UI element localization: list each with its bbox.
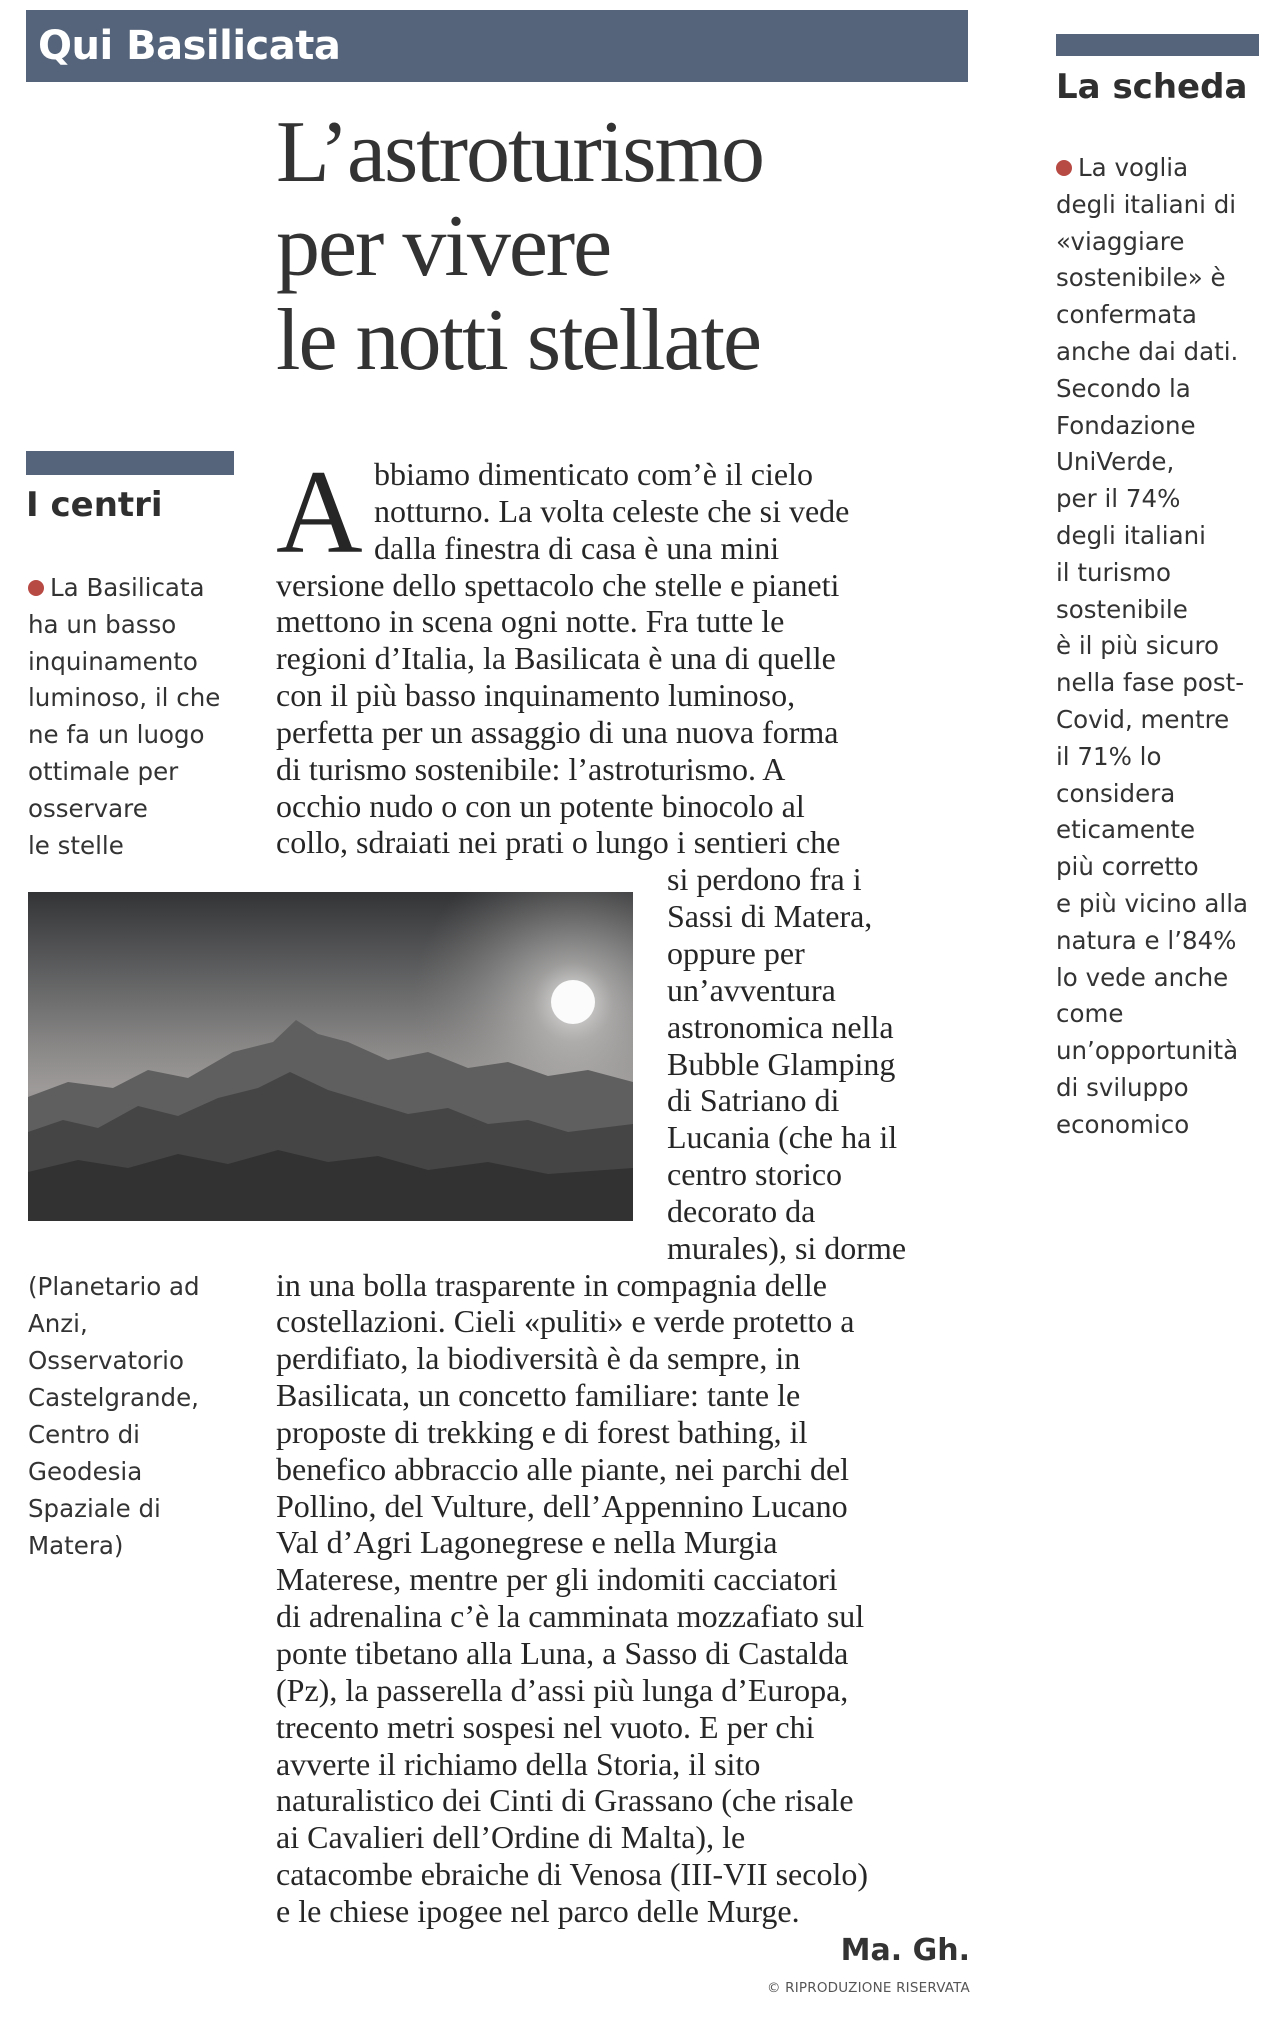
article-line: mettono in scena ogni notte. Fra tutte le <box>276 603 785 640</box>
article-line: proposte di trekking e di forest bathing, il <box>276 1413 808 1450</box>
right-box-line: Fondazione <box>1056 410 1196 440</box>
article-line: avverte il richiamo della Storia, il sito <box>276 1745 761 1782</box>
article-body <box>276 456 976 1930</box>
article-line: decorato da <box>667 1192 816 1229</box>
headline-line: per vivere <box>276 198 611 295</box>
left-box-line: inquinamento <box>28 646 198 676</box>
right-box-line: degli italiani di <box>1056 189 1237 219</box>
article-line: trecento metri sospesi nel vuoto. E per chi <box>276 1708 815 1745</box>
right-box-line: nella fase post- <box>1056 668 1245 698</box>
article-line: occhio nudo o con un potente binocolo al <box>276 787 805 824</box>
article-line: Val d’Agri Lagonegrese e nella Murgia <box>276 1524 778 1561</box>
right-box-line: UniVerde, <box>1056 447 1175 477</box>
bullet-dot-icon <box>1056 160 1072 176</box>
right-box-line: confermata <box>1056 300 1197 330</box>
article-line: perdifiato, la biodiversità è da sempre, in <box>276 1340 801 1377</box>
right-box-line: Secondo la <box>1056 373 1191 403</box>
caption-line: Matera) <box>28 1531 124 1560</box>
article-line: Materese, mentre per gli indomiti cacciatori <box>276 1561 838 1598</box>
right-box-line: economico <box>1056 1109 1190 1139</box>
article-line: regioni d’Italia, la Basilicata è una di quelle <box>276 640 836 677</box>
headline-line: L’astroturismo <box>276 104 763 201</box>
article-line: costellazioni. Cieli «puliti» e verde protetto a <box>276 1303 855 1340</box>
article-line: si perdono fra i <box>667 861 862 898</box>
right-box-line: anche dai dati. <box>1056 336 1239 366</box>
article-line: di adrenalina c’è la camminata mozzafiato sul <box>276 1598 865 1635</box>
bullet-dot-icon <box>28 580 44 596</box>
headline <box>276 106 956 388</box>
right-box-line: La voglia <box>1078 153 1189 182</box>
article-line: di turismo sostenibile: l’astroturismo. A <box>276 750 786 787</box>
right-box-line: eticamente <box>1056 815 1196 845</box>
right-box-text <box>1056 150 1266 1144</box>
caption-line: Osservatorio <box>28 1346 184 1375</box>
article-line: centro storico <box>667 1156 843 1193</box>
headline-line: le notti stellate <box>276 292 761 389</box>
right-box-line: sostenibile» è <box>1056 263 1226 293</box>
article-line: di Satriano di <box>667 1082 840 1119</box>
caption-line: (Planetario ad <box>28 1272 200 1301</box>
right-box-line: Covid, mentre <box>1056 704 1230 734</box>
article-line: Sassi di Matera, <box>667 898 873 935</box>
right-box-line: e più vicino alla <box>1056 888 1249 918</box>
article-line: naturalistico dei Cinti di Grassano (che risale <box>276 1782 854 1819</box>
caption-line: Castelgrande, <box>28 1383 199 1412</box>
caption-line: Centro di <box>28 1420 140 1449</box>
article-line: dalla finestra di casa è una mini <box>374 529 780 566</box>
article-line: versione dello spettacolo che stelle e pianeti <box>276 566 840 603</box>
right-box-line: il turismo <box>1056 557 1172 587</box>
article-line: e le chiese ipogee nel parco delle Murge. <box>276 1892 800 1929</box>
right-box-line: degli italiani <box>1056 520 1206 550</box>
article-line: ai Cavalieri dell’Ordine di Malta), le <box>276 1819 746 1856</box>
left-box-line: La Basilicata <box>50 573 205 602</box>
left-box-line: luminoso, il che <box>28 683 221 713</box>
left-box-line: ne fa un luogo <box>28 720 205 750</box>
right-box-line: natura e l’84% <box>1056 925 1237 955</box>
article-line: con il più basso inquinamento luminoso, <box>276 677 796 714</box>
right-box-line: sostenibile <box>1056 594 1188 624</box>
right-box-line: lo vede anche <box>1056 962 1229 992</box>
article-line: perfetta per un assaggio di una nuova forma <box>276 713 839 750</box>
right-box-line: di sviluppo <box>1056 1072 1189 1102</box>
article-line: oppure per <box>667 934 805 971</box>
right-box-title: La scheda <box>1056 67 1248 107</box>
article-line: un’avventura <box>667 971 836 1008</box>
article-line: ponte tibetano alla Luna, a Sasso di Castalda <box>276 1635 849 1671</box>
left-box-line: ottimale per <box>28 756 179 786</box>
right-box-rule <box>1056 34 1259 56</box>
photo-caption <box>28 1268 258 1564</box>
left-box-line: osservare <box>28 793 148 823</box>
article-line: Bubble Glamping <box>667 1045 896 1082</box>
right-box-line: come <box>1056 999 1124 1029</box>
article-line: in una bolla trasparente in compagnia delle <box>276 1266 827 1303</box>
right-box-line: più corretto <box>1056 852 1199 882</box>
section-title: Qui Basilicata <box>38 23 341 69</box>
right-box-line: è il più sicuro <box>1056 631 1220 661</box>
section-header-bar <box>26 10 968 82</box>
article-line: astronomica nella <box>667 1008 894 1045</box>
left-box-title: I centri <box>26 485 163 525</box>
article-line: (Pz), la passerella d’assi più lunga d’Europa, <box>276 1671 849 1708</box>
article-line: Basilicata, un concetto familiare: tante le <box>276 1377 801 1414</box>
right-box-line: per il 74% <box>1056 484 1181 514</box>
right-box-first-line <box>1056 150 1266 187</box>
article-line: Pollino, del Vulture, dell’Appennino Lucano <box>276 1487 848 1524</box>
left-box-rule <box>26 451 234 475</box>
copyright-notice: © RIPRODUZIONE RISERVATA <box>766 1980 970 1996</box>
caption-line: Anzi, <box>28 1309 88 1338</box>
drop-cap: A <box>276 445 363 578</box>
right-box-line: «viaggiare <box>1056 226 1185 256</box>
article-line: notturno. La volta celeste che si vede <box>374 492 850 529</box>
article-line: Lucania (che ha il <box>667 1119 898 1156</box>
left-box-line: le stelle <box>28 830 124 860</box>
left-box-first-line <box>28 570 243 607</box>
left-box-line: ha un basso <box>28 609 177 639</box>
article-line: catacombe ebraiche di Venosa (III-VII secolo) <box>276 1856 868 1893</box>
article-line: benefico abbraccio alle piante, nei parchi del <box>276 1450 850 1487</box>
left-box-text <box>28 570 243 864</box>
right-box-line: considera <box>1056 778 1176 808</box>
article-line: collo, sdraiati nei prati o lungo i sentieri che <box>276 824 841 861</box>
right-box-line: il 71% lo <box>1056 741 1162 771</box>
right-box-line: un’opportunità <box>1056 1036 1239 1066</box>
caption-line: Spaziale di <box>28 1494 161 1523</box>
article-line: bbiamo dimenticato com’è il cielo <box>374 456 813 492</box>
byline: Ma. Gh. <box>840 1933 970 1968</box>
article-line: murales), si dorme <box>667 1229 907 1266</box>
caption-line: Geodesia <box>28 1457 143 1486</box>
